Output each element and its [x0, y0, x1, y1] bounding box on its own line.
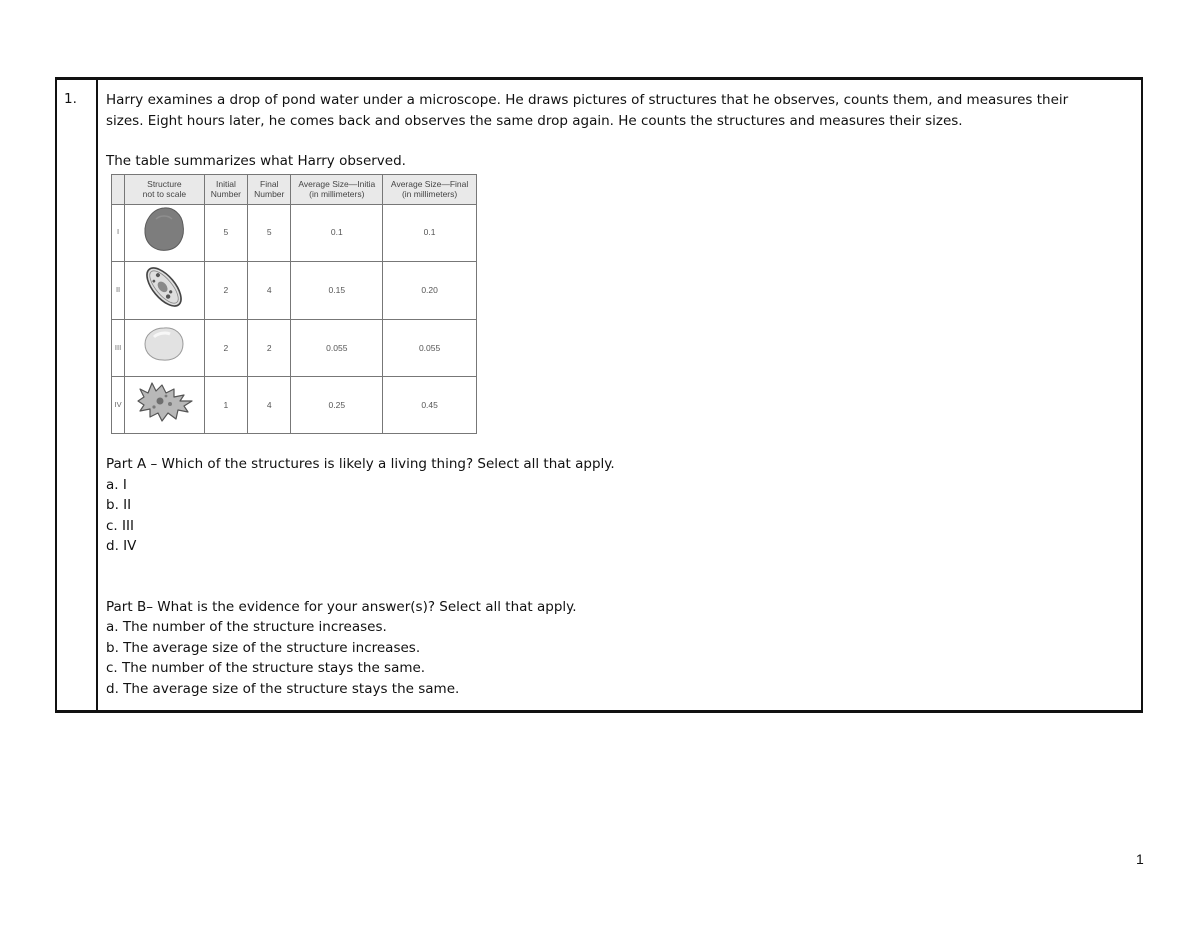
- final-number-cell: 4: [248, 377, 291, 434]
- header-final-number: Final Number: [248, 174, 291, 204]
- pale-oval-icon: [142, 325, 186, 363]
- header-initial-number: Initial Number: [204, 174, 247, 204]
- structure-image-cell: [125, 320, 205, 377]
- initial-number-cell: 2: [204, 261, 247, 320]
- question-frame: [55, 77, 1143, 713]
- structure-image-cell: [125, 261, 205, 320]
- question-intro-line-2: sizes. Eight hours later, he comes back and observes the same drop again. He counts the structures and measures their sizes.: [106, 112, 963, 129]
- average-size-final-cell: 0.45: [383, 377, 477, 434]
- part-b-choice-a[interactable]: a. The number of the structure increases.: [106, 619, 387, 635]
- header-average-size-final: Average Size—Final (in millimeters): [383, 174, 477, 204]
- table-caption: The table summarizes what Harry observed.: [106, 153, 406, 169]
- paramecium-icon: [139, 262, 189, 312]
- average-size-initial-cell: 0.15: [291, 261, 383, 320]
- part-b-choice-d[interactable]: d. The average size of the structure stays the same.: [106, 680, 460, 697]
- structure-image-cell: [125, 377, 205, 434]
- final-number-cell: 2: [248, 320, 291, 377]
- amoeba-icon: [130, 379, 198, 423]
- part-a-prompt: Part A – Which of the structures is likely a living thing? Select all that apply.: [106, 456, 615, 472]
- part-a-choice-d[interactable]: d. IV: [106, 538, 137, 554]
- part-b-choice-c[interactable]: c. The number of the structure stays the same.: [106, 660, 426, 676]
- column-divider: [96, 80, 98, 710]
- row-label: I: [112, 204, 125, 261]
- initial-number-cell: 2: [204, 320, 247, 377]
- final-number-cell: 5: [248, 204, 291, 261]
- part-a-choice-a[interactable]: a. I: [106, 476, 127, 493]
- part-a-choice-b[interactable]: b. II: [106, 497, 132, 513]
- part-b-choice-b[interactable]: b. The average size of the structure increases.: [106, 639, 421, 656]
- header-row-label: [112, 174, 125, 204]
- table-row: [112, 377, 477, 434]
- final-number-cell: 4: [248, 261, 291, 320]
- average-size-initial-cell: 0.055: [291, 320, 383, 377]
- part-b-prompt: Part B– What is the evidence for your answer(s)? Select all that apply.: [106, 598, 577, 615]
- header-average-size-initial: Average Size—Initia (in millimeters): [291, 174, 383, 204]
- question-number: 1.: [64, 91, 77, 107]
- table-header-row: [112, 174, 477, 204]
- average-size-final-cell: 0.1: [383, 204, 477, 261]
- row-label: III: [112, 320, 125, 377]
- header-structure: Structure not to scale: [125, 174, 205, 204]
- average-size-final-cell: 0.055: [383, 320, 477, 377]
- initial-number-cell: 1: [204, 377, 247, 434]
- initial-number-cell: 5: [204, 204, 247, 261]
- average-size-final-cell: 0.20: [383, 261, 477, 320]
- table-row: [112, 261, 477, 320]
- average-size-initial-cell: 0.1: [291, 204, 383, 261]
- observation-table-wrapper: [111, 174, 477, 435]
- page-number: 1: [1136, 851, 1144, 867]
- part-a-choice-c[interactable]: c. III: [106, 517, 134, 534]
- average-size-initial-cell: 0.25: [291, 377, 383, 434]
- question-intro-line-1: Harry examines a drop of pond water under a microscope. He draws pictures of structures that he observes, counts them, and measures their: [106, 92, 1069, 108]
- round-blob-icon: [142, 205, 186, 253]
- row-label: II: [112, 261, 125, 320]
- table-row: [112, 204, 477, 261]
- table-row: [112, 320, 477, 377]
- structure-image-cell: [125, 204, 205, 261]
- observation-table: [111, 174, 477, 435]
- question-content: [106, 90, 1136, 699]
- row-label: IV: [112, 377, 125, 434]
